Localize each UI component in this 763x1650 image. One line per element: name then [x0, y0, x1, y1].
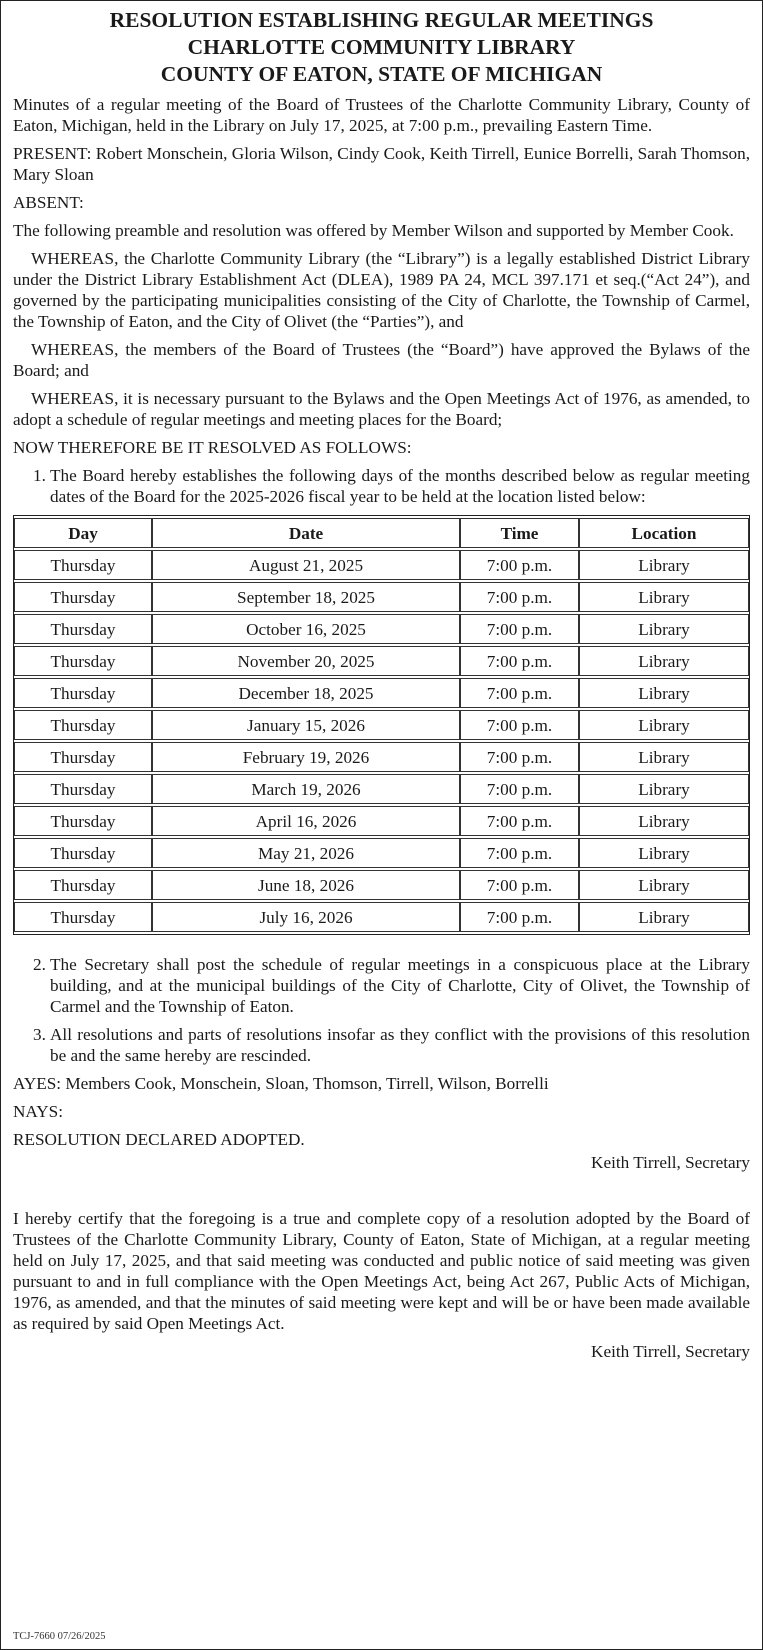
absent-list: ABSENT: — [13, 193, 84, 212]
preamble-paragraph: The following preamble and resolution was offered by Member Wilson and supported by Member Cook. — [13, 221, 734, 240]
cell-day: Thursday — [14, 710, 152, 740]
cell-time: 7:00 p.m. — [460, 870, 579, 900]
cell-day: Thursday — [14, 870, 152, 900]
table-row — [14, 678, 749, 708]
publication-code: TCJ-7660 07/26/2025 — [13, 1631, 106, 1642]
cell-day: Thursday — [14, 614, 152, 644]
table-header-row — [14, 518, 749, 548]
header-time: Time — [460, 518, 579, 548]
cell-time: 7:00 p.m. — [460, 550, 579, 580]
secretary-signature-1: Keith Tirrell, Secretary — [591, 1153, 750, 1172]
item-text: The Secretary shall post the schedule of regular meetings in a conspicuous place at the Library building, and at the municipal buildings of the City of Charlotte, City of Olivet, the Township of Carmel and the Township of Eaton. — [50, 955, 750, 1016]
cell-time: 7:00 p.m. — [460, 678, 579, 708]
cell-day: Thursday — [14, 646, 152, 676]
ayes-line: AYES: Members Cook, Monschein, Sloan, Thomson, Tirrell, Wilson, Borrelli — [13, 1074, 549, 1093]
cell-time: 7:00 p.m. — [460, 582, 579, 612]
whereas-3: WHEREAS, it is necessary pursuant to the Bylaws and the Open Meetings Act of 1976, as amended, to adopt a schedule of regular meetings and meeting places for the Board; — [13, 389, 750, 429]
cell-date: May 21, 2026 — [152, 838, 460, 868]
meeting-schedule-table — [13, 515, 750, 935]
notice-title — [13, 7, 750, 88]
resolution-item-1 — [13, 465, 750, 507]
whereas-2: WHEREAS, the members of the Board of Trustees (the “Board”) have approved the Bylaws of the Board; and — [13, 340, 750, 380]
resolved-heading: NOW THEREFORE BE IT RESOLVED AS FOLLOWS: — [13, 438, 412, 457]
cell-time: 7:00 p.m. — [460, 646, 579, 676]
cell-location: Library — [579, 870, 749, 900]
item-text: All resolutions and parts of resolutions insofar as they conflict with the provisions of this resolution be and the same hereby are rescinded. — [50, 1025, 750, 1065]
cell-time: 7:00 p.m. — [460, 742, 579, 772]
table-row — [14, 774, 749, 804]
cell-time: 7:00 p.m. — [460, 774, 579, 804]
cell-date: December 18, 2025 — [152, 678, 460, 708]
table-row — [14, 550, 749, 580]
adopted-line: RESOLUTION DECLARED ADOPTED. — [13, 1130, 305, 1149]
cell-date: February 19, 2026 — [152, 742, 460, 772]
resolution-item-2 — [13, 954, 750, 1017]
table-row — [14, 838, 749, 868]
title-line-1: RESOLUTION ESTABLISHING REGULAR MEETINGS — [109, 8, 654, 32]
cell-time: 7:00 p.m. — [460, 838, 579, 868]
cell-date: October 16, 2025 — [152, 614, 460, 644]
title-line-2: CHARLOTTE COMMUNITY LIBRARY — [187, 35, 576, 59]
cell-date: March 19, 2026 — [152, 774, 460, 804]
table-row — [14, 582, 749, 612]
table-row — [14, 710, 749, 740]
item-number: 2. — [33, 955, 46, 974]
header-location: Location — [579, 518, 749, 548]
cell-time: 7:00 p.m. — [460, 710, 579, 740]
cell-location: Library — [579, 614, 749, 644]
cell-location: Library — [579, 902, 749, 932]
cell-date: August 21, 2025 — [152, 550, 460, 580]
item-number: 1. — [33, 466, 46, 485]
cell-day: Thursday — [14, 806, 152, 836]
secretary-signature-2: Keith Tirrell, Secretary — [591, 1342, 750, 1361]
section-spacer — [13, 1180, 750, 1208]
table-row — [14, 614, 749, 644]
table-body — [14, 550, 749, 932]
header-date: Date — [152, 518, 460, 548]
cell-location: Library — [579, 742, 749, 772]
whereas-1: WHEREAS, the Charlotte Community Library (the “Library”) is a legally established District Library under the District Library Establishment Act (DLEA), 1989 PA 24, MCL 397.171 et seq.(“Act 24”), and governed by the participating municipalities consisting of the City of Charlotte, the Township of Carmel, the Township of Eaton, and the City of Olivet (the “Parties”), and — [13, 249, 750, 331]
cell-day: Thursday — [14, 550, 152, 580]
cell-location: Library — [579, 710, 749, 740]
cell-day: Thursday — [14, 838, 152, 868]
cell-location: Library — [579, 678, 749, 708]
cell-time: 7:00 p.m. — [460, 806, 579, 836]
resolution-items — [13, 465, 750, 507]
table-row — [14, 646, 749, 676]
cell-location: Library — [579, 550, 749, 580]
cell-date: June 18, 2026 — [152, 870, 460, 900]
resolution-items-continued — [13, 954, 750, 1066]
cell-day: Thursday — [14, 678, 152, 708]
cell-day: Thursday — [14, 742, 152, 772]
header-day: Day — [14, 518, 152, 548]
cell-day: Thursday — [14, 902, 152, 932]
item-text: The Board hereby establishes the following days of the months described below as regular meeting dates of the Board for the 2025-2026 fiscal year to be held at the location listed below: — [50, 466, 750, 506]
cell-date: September 18, 2025 — [152, 582, 460, 612]
cell-location: Library — [579, 582, 749, 612]
resolution-item-3 — [13, 1024, 750, 1066]
certification-paragraph: I hereby certify that the foregoing is a true and complete copy of a resolution adopted by the Board of Trustees of the Charlotte Community Library, County of Eaton, State of Michigan, at a regular meeting held on July 17, 2025, and that said meeting was conducted and public notice of said meeting was given pursuant to and in full compliance with the Open Meetings Act, being Act 267, Public Acts of Michigan, 1976, as amended, and that the minutes of said meeting were kept and will be or have been made available as required by said Open Meetings Act. — [13, 1209, 750, 1333]
cell-date: July 16, 2026 — [152, 902, 460, 932]
cell-day: Thursday — [14, 774, 152, 804]
minutes-paragraph: Minutes of a regular meeting of the Board of Trustees of the Charlotte Community Library, County of Eaton, Michigan, held in the Library on July 17, 2025, at 7:00 p.m., prevailing Eastern Time. — [13, 95, 750, 135]
cell-location: Library — [579, 774, 749, 804]
cell-time: 7:00 p.m. — [460, 614, 579, 644]
nays-line: NAYS: — [13, 1102, 63, 1121]
cell-date: January 15, 2026 — [152, 710, 460, 740]
cell-day: Thursday — [14, 582, 152, 612]
table-row — [14, 902, 749, 932]
cell-location: Library — [579, 806, 749, 836]
table-row — [14, 742, 749, 772]
title-line-3: COUNTY OF EATON, STATE OF MICHIGAN — [160, 62, 603, 86]
table-row — [14, 806, 749, 836]
cell-location: Library — [579, 646, 749, 676]
present-list: PRESENT: Robert Monschein, Gloria Wilson, Cindy Cook, Keith Tirrell, Eunice Borrelli, Sarah Thomson, Mary Sloan — [13, 144, 750, 184]
cell-date: November 20, 2025 — [152, 646, 460, 676]
table-row — [14, 870, 749, 900]
cell-location: Library — [579, 838, 749, 868]
cell-date: April 16, 2026 — [152, 806, 460, 836]
item-number: 3. — [33, 1025, 46, 1044]
cell-time: 7:00 p.m. — [460, 902, 579, 932]
